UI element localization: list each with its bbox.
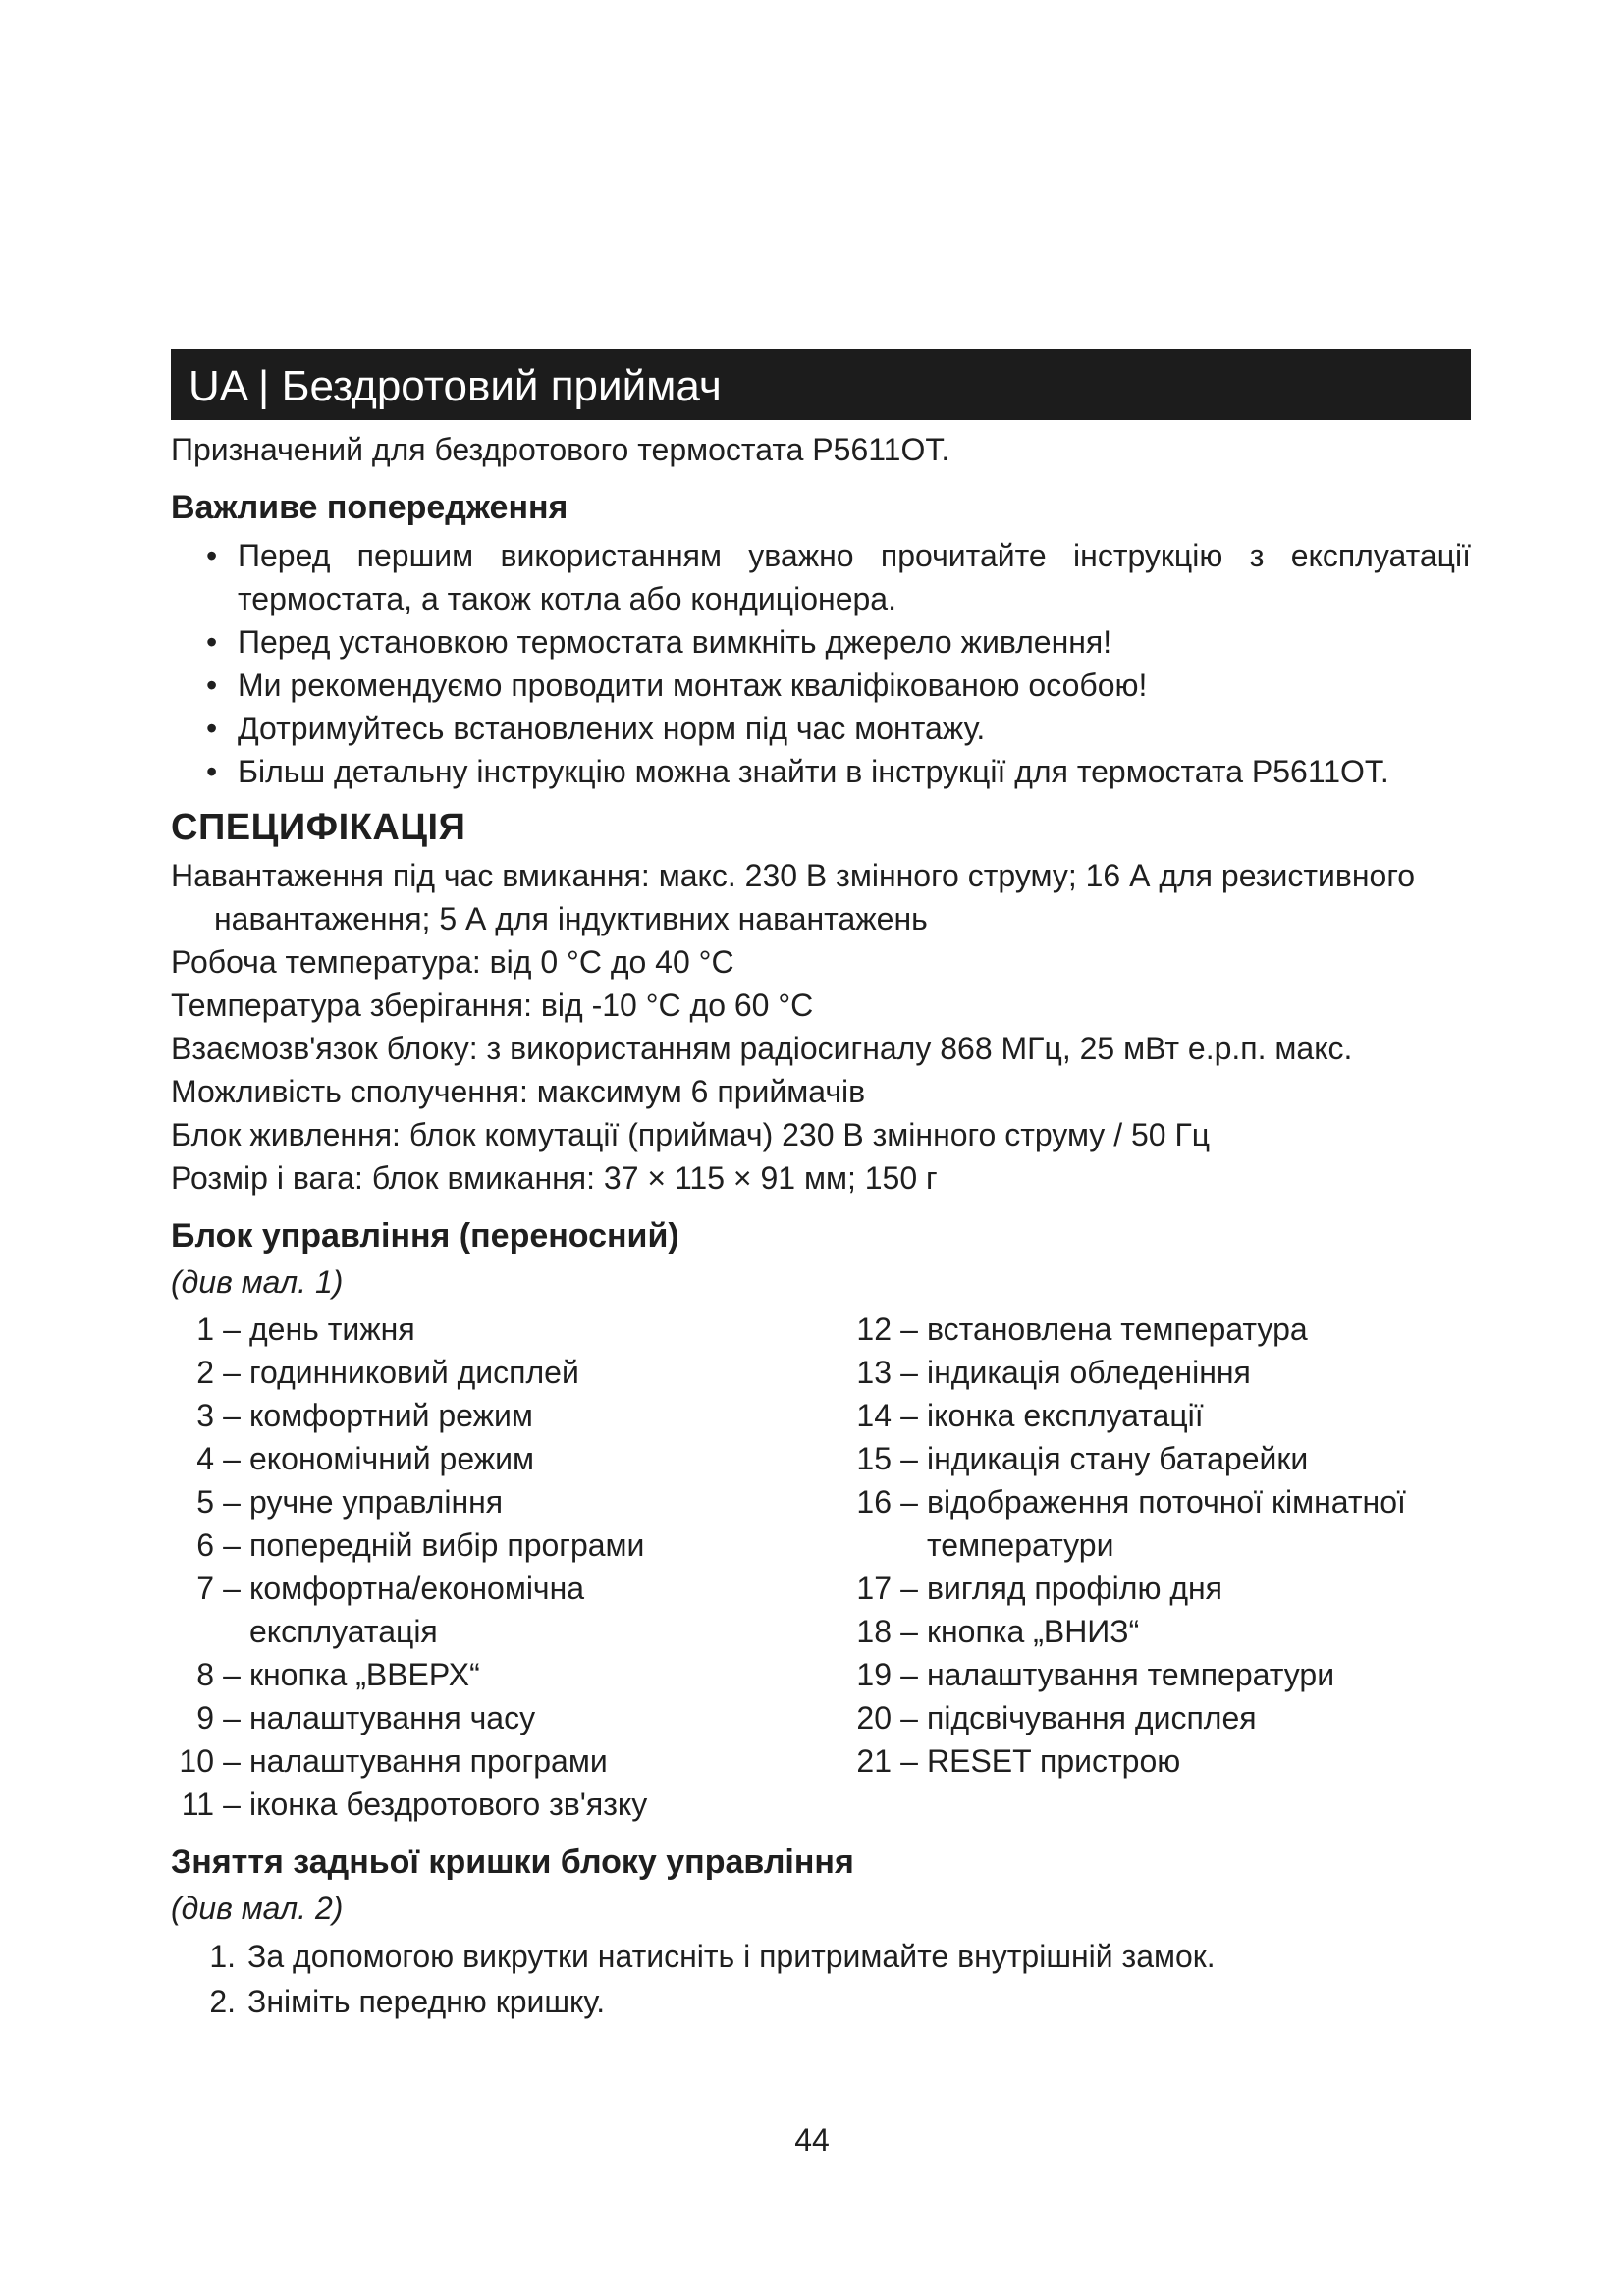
dash-separator: – — [900, 1398, 918, 1433]
list-item — [171, 534, 1471, 620]
legend-text: іконка бездротового зв'язку — [249, 1787, 648, 1822]
warning-list — [171, 534, 1471, 793]
legend-text: комфортний режим — [249, 1398, 533, 1433]
dash-separator: – — [900, 1484, 918, 1520]
legend-item — [171, 1567, 848, 1653]
legend-text: комфортна/економічна експлуатація — [249, 1571, 585, 1649]
legend-text: вигляд профілю дня — [927, 1571, 1222, 1606]
intro-text: Призначений для бездротового термостата P5611OT. — [171, 432, 950, 467]
legend-text: налаштування програми — [249, 1743, 608, 1779]
dash-separator: – — [223, 1787, 241, 1822]
legend-number: 15 — [856, 1441, 892, 1476]
legend-item — [848, 1437, 1471, 1480]
dash-separator: – — [223, 1527, 241, 1563]
figure-reference: (див мал. 1) — [171, 1264, 344, 1300]
legend-text: економічний режим — [249, 1441, 535, 1476]
legend-number: 19 — [856, 1657, 892, 1692]
dash-separator: – — [900, 1311, 918, 1347]
dash-separator: – — [900, 1743, 918, 1779]
legend-text: індикація стану батарейки — [927, 1441, 1309, 1476]
legend-text: попередній вибір програми — [249, 1527, 645, 1563]
legend-item — [848, 1567, 1471, 1610]
legend-number: 8 — [196, 1657, 214, 1692]
legend-number: 4 — [196, 1441, 214, 1476]
list-item — [171, 1979, 1471, 2024]
legend-item — [848, 1394, 1471, 1437]
step-number: 1. — [209, 1939, 236, 1974]
list-item — [171, 664, 1471, 707]
page-title: UA | Бездротовий приймач — [171, 349, 1471, 420]
legend-item — [848, 1739, 1471, 1783]
dash-separator: – — [900, 1657, 918, 1692]
legend-number: 6 — [196, 1527, 214, 1563]
legend-item — [171, 1480, 848, 1523]
legend-item — [848, 1480, 1471, 1567]
spec-heading: СПЕЦИФІКАЦІЯ — [171, 807, 466, 848]
legend-item — [848, 1653, 1471, 1696]
legend-item — [171, 1437, 848, 1480]
legend-number: 12 — [856, 1311, 892, 1347]
legend-item — [848, 1351, 1471, 1394]
legend-item — [171, 1394, 848, 1437]
legend-number: 21 — [856, 1743, 892, 1779]
legend-text: ручне управління — [249, 1484, 504, 1520]
legend-text: день тижня — [249, 1311, 415, 1347]
legend-right-column — [848, 1308, 1471, 1826]
legend-item — [171, 1653, 848, 1696]
bullet-icon: • — [206, 711, 218, 746]
legend-text: RESET пристрою — [927, 1743, 1181, 1779]
legend-number: 13 — [856, 1355, 892, 1390]
list-item-text: Перед установкою термостата вимкніть джерело живлення! — [238, 624, 1112, 660]
dash-separator: – — [900, 1614, 918, 1649]
legend-item — [171, 1739, 848, 1783]
dash-separator: – — [223, 1398, 241, 1433]
legend-item — [848, 1610, 1471, 1653]
spec-line: Температура зберігання: від -10 °C до 60 °C — [171, 988, 814, 1023]
legend-number: 14 — [856, 1398, 892, 1433]
figure-reference: (див мал. 2) — [171, 1891, 344, 1926]
legend-number: 17 — [856, 1571, 892, 1606]
bullet-icon: • — [206, 754, 218, 789]
dash-separator: – — [223, 1657, 241, 1692]
legend-text: встановлена температура — [927, 1311, 1308, 1347]
legend-left-column — [171, 1308, 848, 1826]
legend-number: 5 — [196, 1484, 214, 1520]
legend-number: 20 — [856, 1700, 892, 1735]
legend-text: індикація обледеніння — [927, 1355, 1251, 1390]
page-number: 44 — [794, 2122, 830, 2158]
step-number: 2. — [209, 1984, 236, 2019]
legend-columns — [171, 1308, 1471, 1826]
dash-separator: – — [900, 1355, 918, 1390]
dash-separator: – — [223, 1355, 241, 1390]
spec-line: Робоча температура: від 0 °C до 40 °C — [171, 944, 734, 980]
legend-item — [171, 1523, 848, 1567]
dash-separator: – — [223, 1441, 241, 1476]
legend-text: іконка експлуатації — [927, 1398, 1204, 1433]
legend-item — [171, 1783, 848, 1826]
legend-text: відображення поточної кімнатної температури — [927, 1484, 1406, 1563]
legend-number: 10 — [179, 1743, 214, 1779]
dash-separator: – — [223, 1743, 241, 1779]
dash-separator: – — [900, 1700, 918, 1735]
legend-text: кнопка „ВВЕРХ“ — [249, 1657, 480, 1692]
cover-steps — [171, 1934, 1471, 2024]
legend-number: 16 — [856, 1484, 892, 1520]
cover-heading: Зняття задньої кришки блоку управління — [171, 1843, 854, 1881]
spec-line: Взаємозв'язок блоку: з використанням радіосигналу 868 МГц, 25 мВт е.р.п. макс. — [171, 1031, 1353, 1066]
legend-text: годинниковий дисплей — [249, 1355, 579, 1390]
spec-line: Розмір і вага: блок вмикання: 37 × 115 × 91 мм; 150 г — [171, 1160, 938, 1196]
list-item-text: Більш детальну інструкцію можна знайти в інструкції для термостата P5611OT. — [238, 754, 1389, 789]
legend-item — [171, 1308, 848, 1351]
legend-number: 2 — [196, 1355, 214, 1390]
dash-separator: – — [223, 1571, 241, 1606]
legend-number: 3 — [196, 1398, 214, 1433]
warning-heading: Важливе попередження — [171, 489, 568, 526]
legend-number: 7 — [196, 1571, 214, 1606]
document-page — [171, 349, 1471, 2024]
legend-number: 18 — [856, 1614, 892, 1649]
legend-number: 11 — [181, 1787, 214, 1822]
legend-text: налаштування часу — [249, 1700, 536, 1735]
legend-number: 1 — [196, 1311, 214, 1347]
legend-item — [171, 1351, 848, 1394]
dash-separator: – — [900, 1441, 918, 1476]
dash-separator: – — [900, 1571, 918, 1606]
legend-item — [171, 1696, 848, 1739]
spec-line: Навантаження під час вмикання: макс. 230 В змінного струму; 16 А для резистивного навантаження; 5 А для індуктивних навантажень — [171, 858, 1416, 936]
list-item-text: Ми рекомендуємо проводити монтаж кваліфікованою особою! — [238, 667, 1148, 703]
list-item — [171, 1934, 1471, 1979]
spec-line: Можливість сполучення: максимум 6 приймачів — [171, 1074, 866, 1109]
legend-text: кнопка „ВНИЗ“ — [927, 1614, 1140, 1649]
step-text: За допомогою викрутки натисніть і притримайте внутрішній замок. — [247, 1939, 1216, 1974]
legend-item — [848, 1696, 1471, 1739]
legend-text: налаштування температури — [927, 1657, 1335, 1692]
dash-separator: – — [223, 1700, 241, 1735]
legend-number: 9 — [196, 1700, 214, 1735]
legend-text: підсвічування дисплея — [927, 1700, 1257, 1735]
bullet-icon: • — [206, 538, 218, 573]
bullet-icon: • — [206, 624, 218, 660]
legend-item — [848, 1308, 1471, 1351]
spec-line: Блок живлення: блок комутації (приймач) 230 В змінного струму / 50 Гц — [171, 1117, 1211, 1152]
dash-separator: – — [223, 1311, 241, 1347]
control-heading: Блок управління (переносний) — [171, 1217, 679, 1255]
bullet-icon: • — [206, 667, 218, 703]
list-item — [171, 707, 1471, 750]
list-item-text: Дотримуйтесь встановлених норм під час монтажу. — [238, 711, 986, 746]
list-item — [171, 750, 1471, 793]
dash-separator: – — [223, 1484, 241, 1520]
list-item-text: Перед першим використанням уважно прочитайте інструкцію з експлуатації термостата, а також котла або кондиціонера. — [238, 538, 1471, 616]
step-text: Зніміть передню кришку. — [247, 1984, 606, 2019]
list-item — [171, 620, 1471, 664]
